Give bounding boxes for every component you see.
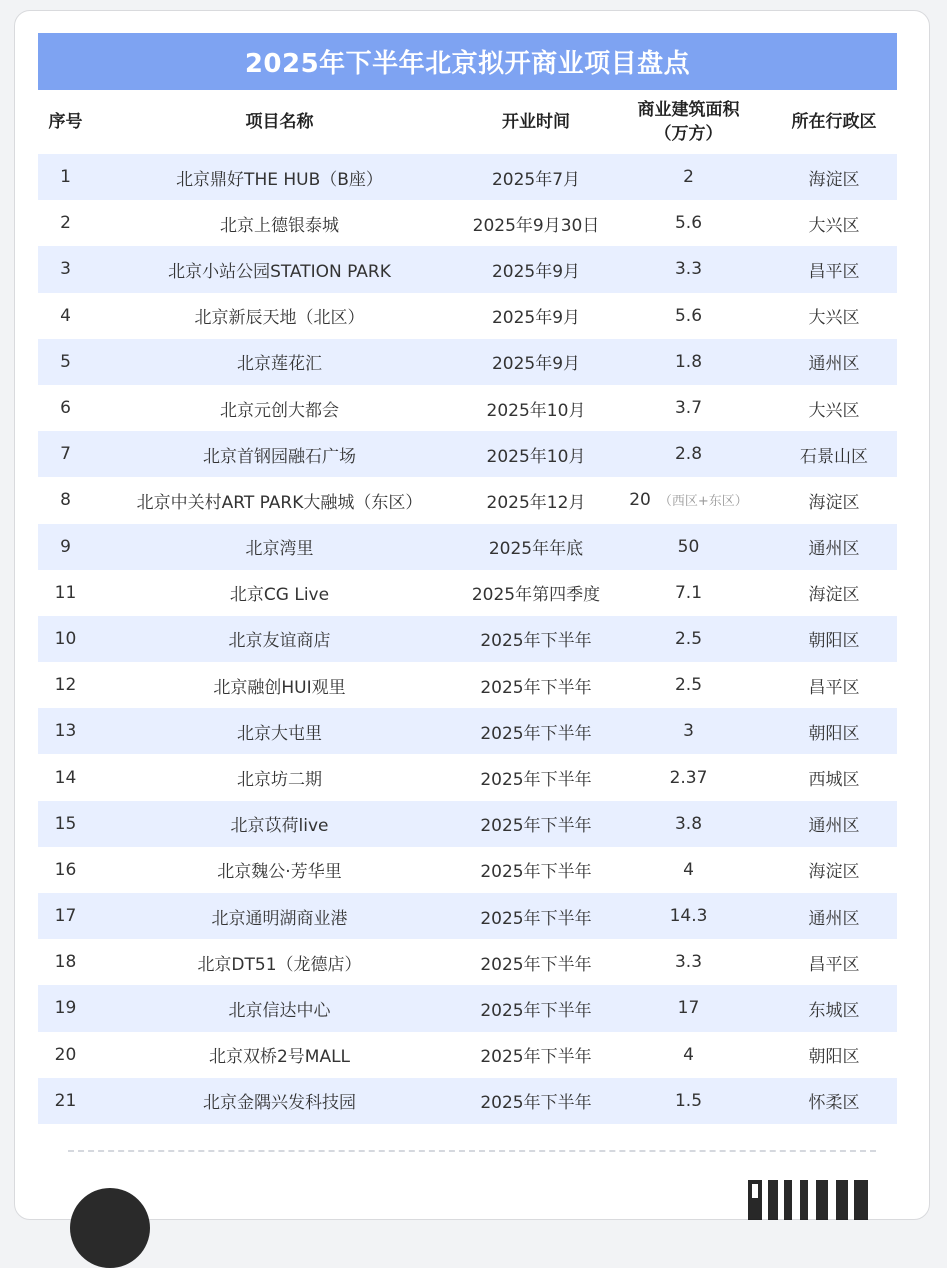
area-value: 3.7 (674, 398, 703, 419)
cell-open-time: 2025年9月 (466, 246, 606, 292)
cell-open-time: 2025年年底 (466, 524, 606, 570)
area-value: 3.3 (674, 259, 703, 280)
cell-name: 北京CG Live (93, 570, 466, 616)
cell-area (606, 154, 771, 200)
cell-name: 北京新辰天地（北区） (93, 293, 466, 339)
cell-area (606, 246, 771, 292)
cell-index: 4 (38, 293, 93, 339)
cell-name: 北京中关村ART PARK大融城（东区） (93, 477, 466, 523)
cell-name: 北京鼎好THE HUB（B座） (93, 154, 466, 200)
cell-index: 17 (38, 893, 93, 939)
cell-area (606, 708, 771, 754)
table-row (38, 1032, 897, 1078)
header-area-line1: 商业建筑面积 (637, 100, 740, 120)
table-header-row (38, 90, 897, 154)
cell-area (606, 1078, 771, 1124)
cell-index: 14 (38, 754, 93, 800)
cell-district: 大兴区 (771, 200, 897, 246)
cell-index: 16 (38, 847, 93, 893)
cell-district: 海淀区 (771, 570, 897, 616)
cell-open-time: 2025年第四季度 (466, 570, 606, 616)
cell-open-time: 2025年下半年 (466, 801, 606, 847)
area-value: 14.3 (669, 906, 708, 927)
cell-district: 怀柔区 (771, 1078, 897, 1124)
cell-name: 北京莲花汇 (93, 339, 466, 385)
cell-open-time: 2025年下半年 (466, 1032, 606, 1078)
area-value: 20 (629, 490, 651, 511)
qr-code-icon (748, 1180, 868, 1220)
cell-area (606, 293, 771, 339)
cell-district: 昌平区 (771, 939, 897, 985)
cell-area (606, 385, 771, 431)
cell-area (606, 200, 771, 246)
area-value: 2.5 (674, 675, 703, 696)
cell-open-time: 2025年7月 (466, 154, 606, 200)
area-value: 50 (677, 536, 700, 557)
cell-district: 通州区 (771, 524, 897, 570)
cell-index: 7 (38, 431, 93, 477)
area-value: 2 (683, 167, 694, 188)
cell-area (606, 1032, 771, 1078)
cell-area (606, 339, 771, 385)
table-row (38, 801, 897, 847)
cell-area (606, 754, 771, 800)
cell-name: 北京小站公园STATION PARK (93, 246, 466, 292)
projects-table (38, 90, 897, 1124)
header-district: 所在行政区 (791, 112, 877, 132)
cell-district: 石景山区 (771, 431, 897, 477)
cell-name: 北京上德银泰城 (93, 200, 466, 246)
table-row (38, 570, 897, 616)
cell-index: 19 (38, 985, 93, 1031)
table-row (38, 708, 897, 754)
table-row (38, 154, 897, 200)
cell-name: 北京苡荷live (93, 801, 466, 847)
cell-index: 18 (38, 939, 93, 985)
cell-name: 北京DT51（龙德店） (93, 939, 466, 985)
cell-index: 13 (38, 708, 93, 754)
cell-name: 北京魏公·芳华里 (93, 847, 466, 893)
cell-district: 朝阳区 (771, 708, 897, 754)
area-value: 3 (683, 721, 694, 742)
header-area (606, 90, 771, 154)
cell-index: 5 (38, 339, 93, 385)
cell-name: 北京元创大都会 (93, 385, 466, 431)
cell-name: 北京融创HUI观里 (93, 662, 466, 708)
table-row (38, 1078, 897, 1124)
cell-district: 大兴区 (771, 293, 897, 339)
table-title: 2025年下半年北京拟开商业项目盘点 (38, 33, 897, 90)
cell-district: 通州区 (771, 339, 897, 385)
cell-area (606, 431, 771, 477)
header-area-line2: （万方） (654, 124, 723, 144)
cell-open-time: 2025年下半年 (466, 939, 606, 985)
cell-district: 昌平区 (771, 246, 897, 292)
cell-name: 北京首钢园融石广场 (93, 431, 466, 477)
cell-name: 北京友谊商店 (93, 616, 466, 662)
cell-area (606, 616, 771, 662)
cell-district: 东城区 (771, 985, 897, 1031)
cell-district: 大兴区 (771, 385, 897, 431)
area-value: 2.5 (674, 628, 703, 649)
table-row (38, 524, 897, 570)
cell-name: 北京通明湖商业港 (93, 893, 466, 939)
author-avatar (70, 1188, 150, 1268)
cell-index: 12 (38, 662, 93, 708)
table-row (38, 939, 897, 985)
area-value: 7.1 (674, 582, 703, 603)
cell-area (606, 801, 771, 847)
table-row (38, 200, 897, 246)
cell-area (606, 893, 771, 939)
area-value: 2.37 (669, 767, 708, 788)
cell-open-time: 2025年下半年 (466, 754, 606, 800)
cell-district: 通州区 (771, 893, 897, 939)
cell-area (606, 847, 771, 893)
cell-open-time: 2025年下半年 (466, 662, 606, 708)
table-row (38, 477, 897, 523)
table-row (38, 293, 897, 339)
cell-open-time: 2025年9月30日 (466, 200, 606, 246)
cell-index: 6 (38, 385, 93, 431)
cell-name: 北京信达中心 (93, 985, 466, 1031)
cell-index: 15 (38, 801, 93, 847)
area-value: 3.3 (674, 952, 703, 973)
cell-name: 北京坊二期 (93, 754, 466, 800)
cell-district: 通州区 (771, 801, 897, 847)
cell-index: 2 (38, 200, 93, 246)
cell-district: 西城区 (771, 754, 897, 800)
cell-area (606, 939, 771, 985)
cell-open-time: 2025年10月 (466, 431, 606, 477)
dashed-divider (68, 1150, 876, 1152)
area-note: （西区+东区） (658, 494, 748, 510)
table-row (38, 339, 897, 385)
area-value: 1.8 (674, 351, 703, 372)
cell-index: 21 (38, 1078, 93, 1124)
area-value: 5.6 (674, 305, 703, 326)
cell-open-time: 2025年12月 (466, 477, 606, 523)
cell-open-time: 2025年下半年 (466, 985, 606, 1031)
area-value: 2.8 (674, 444, 703, 465)
cell-open-time: 2025年下半年 (466, 616, 606, 662)
header-open-time: 开业时间 (502, 112, 570, 132)
cell-area (606, 477, 771, 523)
cell-area (606, 662, 771, 708)
header-name: 项目名称 (245, 112, 314, 132)
area-value: 4 (683, 859, 694, 880)
cell-index: 9 (38, 524, 93, 570)
table-row (38, 385, 897, 431)
cell-index: 20 (38, 1032, 93, 1078)
cell-open-time: 2025年9月 (466, 339, 606, 385)
cell-index: 11 (38, 570, 93, 616)
cell-open-time: 2025年10月 (466, 385, 606, 431)
cell-district: 海淀区 (771, 154, 897, 200)
cell-district: 朝阳区 (771, 616, 897, 662)
area-value: 1.5 (674, 1090, 703, 1111)
cell-name: 北京湾里 (93, 524, 466, 570)
cell-open-time: 2025年下半年 (466, 1078, 606, 1124)
cell-open-time: 2025年下半年 (466, 708, 606, 754)
area-value: 17 (677, 998, 700, 1019)
table-row (38, 431, 897, 477)
table-row (38, 616, 897, 662)
area-value: 3.8 (674, 813, 703, 834)
cell-index: 10 (38, 616, 93, 662)
cell-district: 海淀区 (771, 477, 897, 523)
cell-area (606, 985, 771, 1031)
cell-district: 昌平区 (771, 662, 897, 708)
table-row (38, 754, 897, 800)
cell-index: 8 (38, 477, 93, 523)
cell-name: 北京双桥2号MALL (93, 1032, 466, 1078)
cell-open-time: 2025年9月 (466, 293, 606, 339)
cell-name: 北京金隅兴发科技园 (93, 1078, 466, 1124)
cell-district: 海淀区 (771, 847, 897, 893)
cell-name: 北京大屯里 (93, 708, 466, 754)
table-row (38, 246, 897, 292)
cell-area (606, 570, 771, 616)
table-row (38, 662, 897, 708)
cell-index: 1 (38, 154, 93, 200)
cell-open-time: 2025年下半年 (466, 893, 606, 939)
table-row (38, 847, 897, 893)
cell-area (606, 524, 771, 570)
header-index: 序号 (48, 112, 83, 132)
cell-open-time: 2025年下半年 (466, 847, 606, 893)
table-row (38, 893, 897, 939)
area-value: 4 (683, 1044, 694, 1065)
table-row (38, 985, 897, 1031)
cell-index: 3 (38, 246, 93, 292)
cell-district: 朝阳区 (771, 1032, 897, 1078)
area-value: 5.6 (674, 213, 703, 234)
